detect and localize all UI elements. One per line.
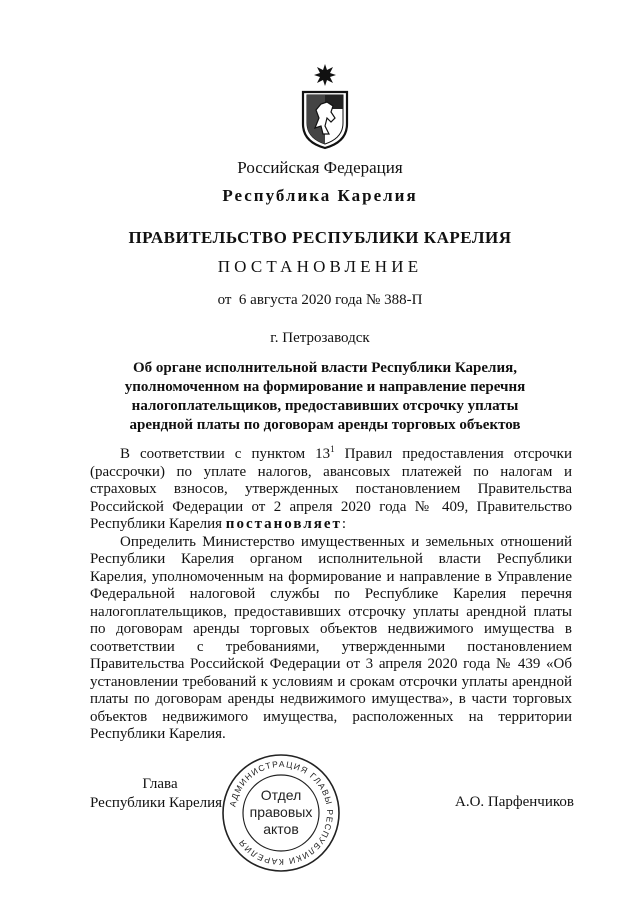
stamp-line-1: Отдел [260, 787, 302, 803]
paragraph-2: Определить Министерство имущественных и земельных отношений Республики Карелия органом исполнительной власти Республики Карелия, уполномоченным на формирование и направление в Управление Федеральной налоговой службы по Республике Карелия перечня налогоплательщиков, предоставивших отсрочку уплаты арендной платы по договорам аренды торговых объектов недвижимого имущества в соответствии с требованиями, утвержденными постановлением Правительства Российской Федерации от 3 апреля 2020 года № 439 «Об установлении требований к условиям и срокам отсрочки уплаты арендной платы по договорам аренды недвижимого имущества», в части торговых объектов недвижимого имущества, расположенных на территории Республики Карелия. [90, 533, 572, 742]
signatory-name: А.О. Парфенчиков [455, 794, 574, 810]
signatory-title-line2: Республики Карелия [90, 795, 223, 811]
document-city: г. Петрозаводск [270, 330, 370, 346]
p1-resolves-word: постановляет [225, 516, 342, 532]
document-subject [110, 359, 540, 435]
p1-superscript: 1 [330, 444, 335, 454]
stamp-ring-text: АДМИНИСТРАЦИЯ ГЛАВЫ РЕСПУБЛИКИ КАРЕЛИЯ [227, 758, 336, 868]
p1-text-end: : [341, 516, 347, 532]
country-name: Российская Федерация [237, 158, 403, 177]
document-date-number: от 6 августа 2020 года № 388-П [217, 292, 423, 308]
p1-text-start: В соответствии с пунктом 13 [120, 446, 331, 462]
subject-line: Об органе исполнительной власти Республики Карелия, [133, 360, 517, 376]
paragraph-1 [90, 446, 572, 534]
legal-department-stamp [220, 752, 342, 874]
republic-name: Республика Карелия [222, 186, 418, 205]
document-body [90, 446, 572, 744]
subject-line: арендной платы по договорам аренды торговых объектов [129, 417, 521, 433]
government-name: ПРАВИТЕЛЬСТВО РЕСПУБЛИКИ КАРЕЛИЯ [128, 228, 512, 247]
subject-line: налогоплательщиков, предоставивших отсрочку уплаты [131, 398, 519, 414]
p1-text-middle: Правил предоставления отсрочки (рассрочки) по уплате налогов, авансовых платежей по налогам и страховых взносов, утвержденных постановлением Правительства Российской Федерации от 2 апреля 2020 года № 409, Правительство Республики Карелия [90, 446, 572, 532]
coat-of-arms-icon [297, 62, 353, 150]
document-type: ПОСТАНОВЛЕНИЕ [217, 257, 423, 276]
stamp-line-2: правовых [249, 804, 313, 820]
signatory-title-line1: Глава [142, 776, 178, 792]
signatory-title [90, 775, 230, 813]
subject-line: уполномоченном на формирование и направление перечня [124, 379, 526, 395]
stamp-line-3: актов [263, 821, 299, 837]
